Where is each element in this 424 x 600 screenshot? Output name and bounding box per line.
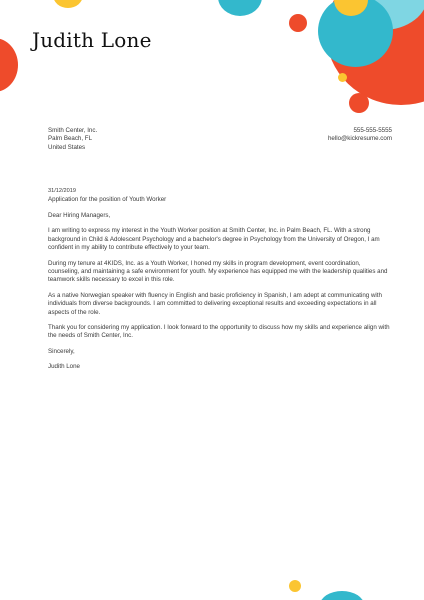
letter-paragraph: I am writing to express my interest in the Youth Worker position at Smith Center, Inc. in Palm Beach, FL. With a strong background in Child & Adolescent Psychology and a bachelor's degree in Psychology from the University of Oregon, I am confident in my ability to contribute effectively to your team. — [48, 227, 380, 252]
contact-phone: 555-555-5555 — [353, 127, 392, 134]
recipient-country: United States — [48, 143, 86, 151]
letter-date: 31/12/2019 — [48, 188, 76, 194]
decor-yellow-circle-top-left — [53, 0, 83, 8]
decor-red-circle-small — [289, 14, 307, 32]
decor-teal-circle-top — [218, 0, 262, 16]
letter-closing: Sincerely, — [48, 347, 75, 355]
decor-teal-circle-bottom — [320, 591, 364, 600]
decor-red-circle-mid — [349, 93, 369, 113]
decor-red-circle-left — [0, 38, 18, 92]
contact-email: hello@kickresume.com — [327, 135, 392, 143]
recipient-address — [48, 127, 97, 152]
recipient-company: Smith Center, Inc. — [48, 127, 98, 134]
letter-paragraph: During my tenure at 4KIDS, Inc. as a Youth Worker, I honed my skills in program development, event coordination, counseling, and maintaining a safe environment for youth. My experience has equipped me with the leadership qualities and teamwork skills necessary to excel in this role. — [48, 259, 388, 284]
sender-name: Judith Lone — [32, 28, 152, 52]
letter-paragraph: As a native Norwegian speaker with fluency in English and basic proficiency in Spanish, I am adept at communicating with individuals from diverse backgrounds. I am committed to delivering exceptional results and exceeding expectations in all aspects of the role. — [48, 291, 382, 316]
recipient-city: Palm Beach, FL — [48, 135, 93, 143]
decor-yellow-circle-bottom — [289, 580, 301, 592]
contact-info — [328, 127, 392, 144]
letter-paragraph: Thank you for considering my application. I look forward to the opportunity to discuss how my skills and experience align with the needs of Smith Center, Inc. — [48, 324, 390, 340]
letter-body — [48, 212, 392, 379]
letter-greeting: Dear Hiring Managers, — [48, 212, 111, 219]
letter-signature: Judith Lone — [48, 363, 80, 371]
decor-yellow-dot — [338, 73, 347, 82]
letter-subject: Application for the position of Youth Worker — [48, 196, 167, 203]
